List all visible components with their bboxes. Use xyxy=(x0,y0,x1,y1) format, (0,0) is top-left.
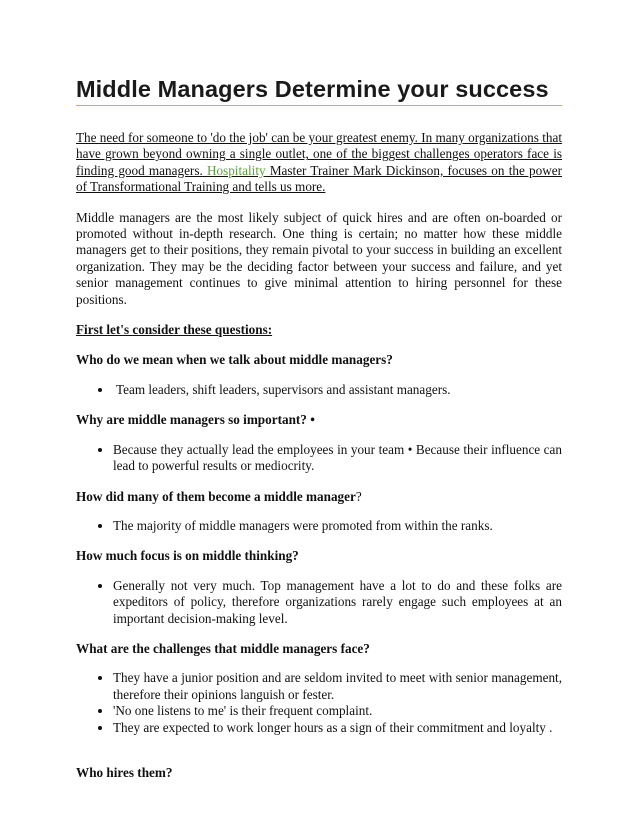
answer-list-2 xyxy=(76,442,562,475)
question-6 xyxy=(76,765,562,781)
answer-list-3 xyxy=(76,518,562,534)
question-5 xyxy=(76,641,562,657)
question-5-text: What are the challenges that middle managers face? xyxy=(76,640,370,656)
answer-list-4 xyxy=(76,578,562,627)
question-1-text: Who do we mean when we talk about middle managers? xyxy=(76,352,393,368)
answer-list-1 xyxy=(76,382,562,398)
answer-3-1: • The majority of middle managers were promoted from within the ranks. xyxy=(113,518,562,534)
question-1 xyxy=(76,352,562,368)
body-paragraph: Middle managers are the most likely subject of quick hires and are often on-boarded or promoted without in-depth research. One thing is certain; no matter how these middle managers get to their positions, they remain pivotal to your success in building an excellent organization. They may be the deciding factor between your success and failure, and yet senior management continues to give minimal attention to hiring personnel for these positions. xyxy=(76,209,562,307)
document-content xyxy=(76,74,562,781)
document-title: Middle Managers Determine your success xyxy=(76,74,562,106)
answer-4-1: • Generally not very much. Top management have a lot to do and these folks are expeditors of policy, therefore organizations rarely engage such employees at an important decision-making level. xyxy=(113,578,562,627)
answer-5-3: • They are expected to work longer hours as a sign of their commitment and loyalty . xyxy=(113,720,562,736)
question-3-text: How did many of them become a middle manager xyxy=(76,488,356,504)
question-6-text: Who hires them? xyxy=(76,764,173,780)
question-3-tail: ? xyxy=(355,488,362,504)
answer-2-1: • Because they actually lead the employees in your team • Because their influence can lead to powerful results or mediocrity. xyxy=(113,442,562,475)
answer-1-1: • Team leaders, shift leaders, supervisors and assistant managers. xyxy=(113,382,562,398)
question-4 xyxy=(76,548,562,564)
question-4-text: How much focus is on middle thinking? xyxy=(76,548,299,564)
question-2 xyxy=(76,412,562,428)
intro-text-end: Master Trainer Mark Dickinson, focuses on the power of Transformational Training and tells us more. xyxy=(76,162,562,195)
answer-5-2: • 'No one listens to me' is their frequent complaint. xyxy=(113,703,562,719)
answer-5-1: • They have a junior position and are seldom invited to meet with senior management, therefore their opinions languish or fester. xyxy=(113,670,562,703)
answer-list-5 xyxy=(76,670,562,736)
questions-subheading: First let's consider these questions: xyxy=(76,322,273,338)
intro-paragraph xyxy=(76,130,562,196)
question-3 xyxy=(76,489,562,505)
question-2-text: Why are middle managers so important? • xyxy=(76,412,315,428)
hospitality-link[interactable]: Hospitality xyxy=(206,162,266,178)
intro-text-start: The need for someone to 'do the job' can be your greatest enemy. In many organizations that have grown beyond owning a single outlet, one of the biggest challenges operators face is finding good managers. xyxy=(76,130,562,178)
